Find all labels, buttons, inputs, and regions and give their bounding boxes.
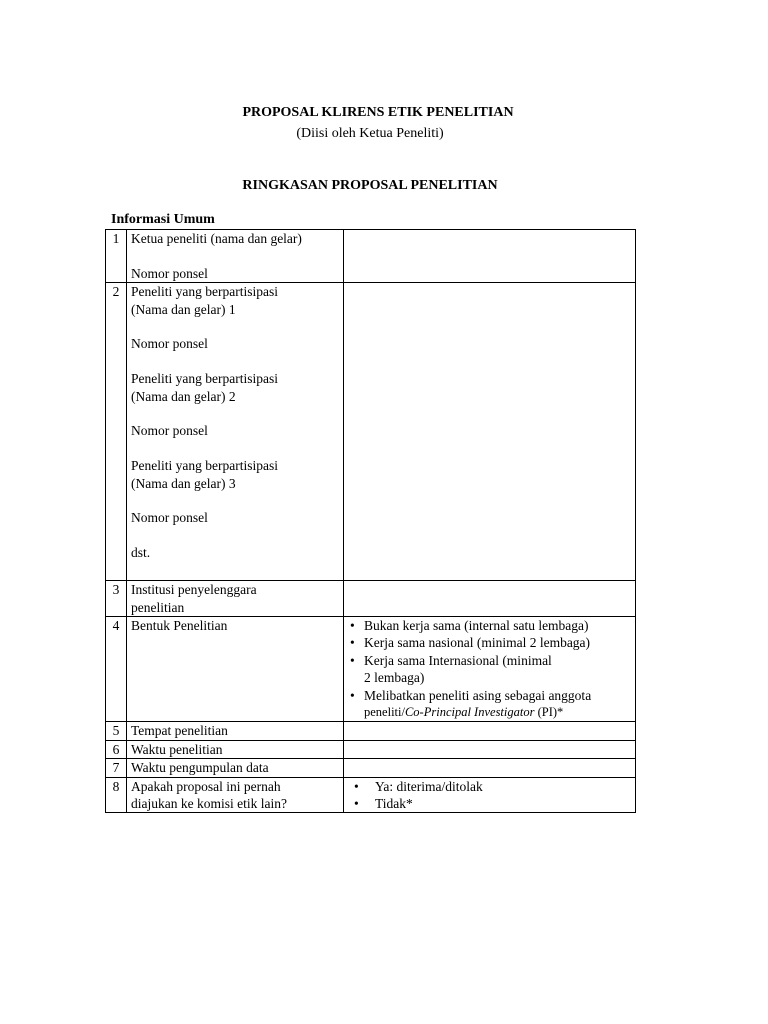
table-row xyxy=(106,759,636,777)
participant-2-phone-label: Nomor ponsel xyxy=(131,423,208,439)
data-collection-time-field[interactable] xyxy=(344,759,636,777)
research-type-options xyxy=(344,617,636,722)
row-number: 5 xyxy=(106,722,127,740)
general-info-heading: Informasi Umum xyxy=(111,212,215,227)
lead-phone-label: Nomor ponsel xyxy=(131,265,208,281)
research-time-field[interactable] xyxy=(344,740,636,758)
document-subtitle: (Diisi oleh Ketua Peneliti) xyxy=(296,126,444,141)
row-label xyxy=(127,777,344,813)
participant-3-phone-label: Nomor ponsel xyxy=(131,510,208,526)
research-type-option[interactable]: • Kerja sama Internasional (minimal 2 lembaga) xyxy=(348,652,629,687)
location-label: Tempat penelitian xyxy=(127,722,344,740)
table-row xyxy=(106,283,636,581)
table-row xyxy=(106,740,636,758)
participant-1-label: Peneliti yang berpartisipasi xyxy=(131,284,278,300)
document-title: PROPOSAL KLIRENS ETIK PENELITIAN xyxy=(242,105,514,120)
submitted-before-options xyxy=(344,777,636,813)
participant-2-label: Peneliti yang berpartisipasi xyxy=(131,371,278,387)
participant-3-name-label: (Nama dan gelar) 3 xyxy=(131,475,236,491)
general-info-table xyxy=(105,229,636,813)
section-title: RINGKASAN PROPOSAL PENELITIAN xyxy=(242,178,498,193)
submitted-before-label: Apakah proposal ini pernah xyxy=(131,778,281,794)
location-field[interactable] xyxy=(344,722,636,740)
research-time-label: Waktu penelitian xyxy=(127,740,344,758)
row-label xyxy=(127,283,344,581)
research-type-option[interactable]: • Bukan kerja sama (internal satu lembaga) xyxy=(348,617,629,634)
row-label xyxy=(127,230,344,283)
institution-label: Institusi penyelenggara xyxy=(131,582,257,598)
lead-researcher-label: Ketua peneliti (nama dan gelar) xyxy=(131,231,302,246)
participant-1-phone-label: Nomor ponsel xyxy=(131,336,208,352)
lead-researcher-field[interactable] xyxy=(344,230,636,283)
row-number: 7 xyxy=(106,759,127,777)
row-number: 8 xyxy=(106,777,127,813)
submitted-before-label-cont: diajukan ke komisi etik lain? xyxy=(131,796,287,812)
table-row xyxy=(106,581,636,617)
row-number: 1 xyxy=(106,230,127,283)
institution-field[interactable] xyxy=(344,581,636,617)
row-number: 4 xyxy=(106,617,127,722)
row-number: 2 xyxy=(106,283,127,581)
research-type-label: Bentuk Penelitian xyxy=(127,617,344,722)
row-number: 6 xyxy=(106,740,127,758)
submitted-option-no[interactable]: • Tidak* xyxy=(348,795,629,812)
table-row xyxy=(106,617,636,722)
table-row xyxy=(106,777,636,813)
data-collection-time-label: Waktu pengumpulan data xyxy=(127,759,344,777)
institution-label-cont: penelitian xyxy=(131,599,185,615)
participant-2-name-label: (Nama dan gelar) 2 xyxy=(131,388,236,404)
etc-label: dst. xyxy=(131,545,151,561)
row-number: 3 xyxy=(106,581,127,617)
submitted-option-yes[interactable]: • Ya: diterima/ditolak xyxy=(348,778,629,795)
row-label xyxy=(127,581,344,617)
participant-1-name-label: (Nama dan gelar) 1 xyxy=(131,301,236,317)
table-row xyxy=(106,722,636,740)
research-type-option[interactable]: • Kerja sama nasional (minimal 2 lembaga) xyxy=(348,634,629,651)
participant-3-label: Peneliti yang berpartisipasi xyxy=(131,458,278,474)
table-row xyxy=(106,230,636,283)
participants-field[interactable] xyxy=(344,283,636,581)
research-type-option[interactable]: • Melibatkan peneliti asing sebagai anggota peneliti/Co-Principal Investigator (PI)* xyxy=(348,687,629,722)
